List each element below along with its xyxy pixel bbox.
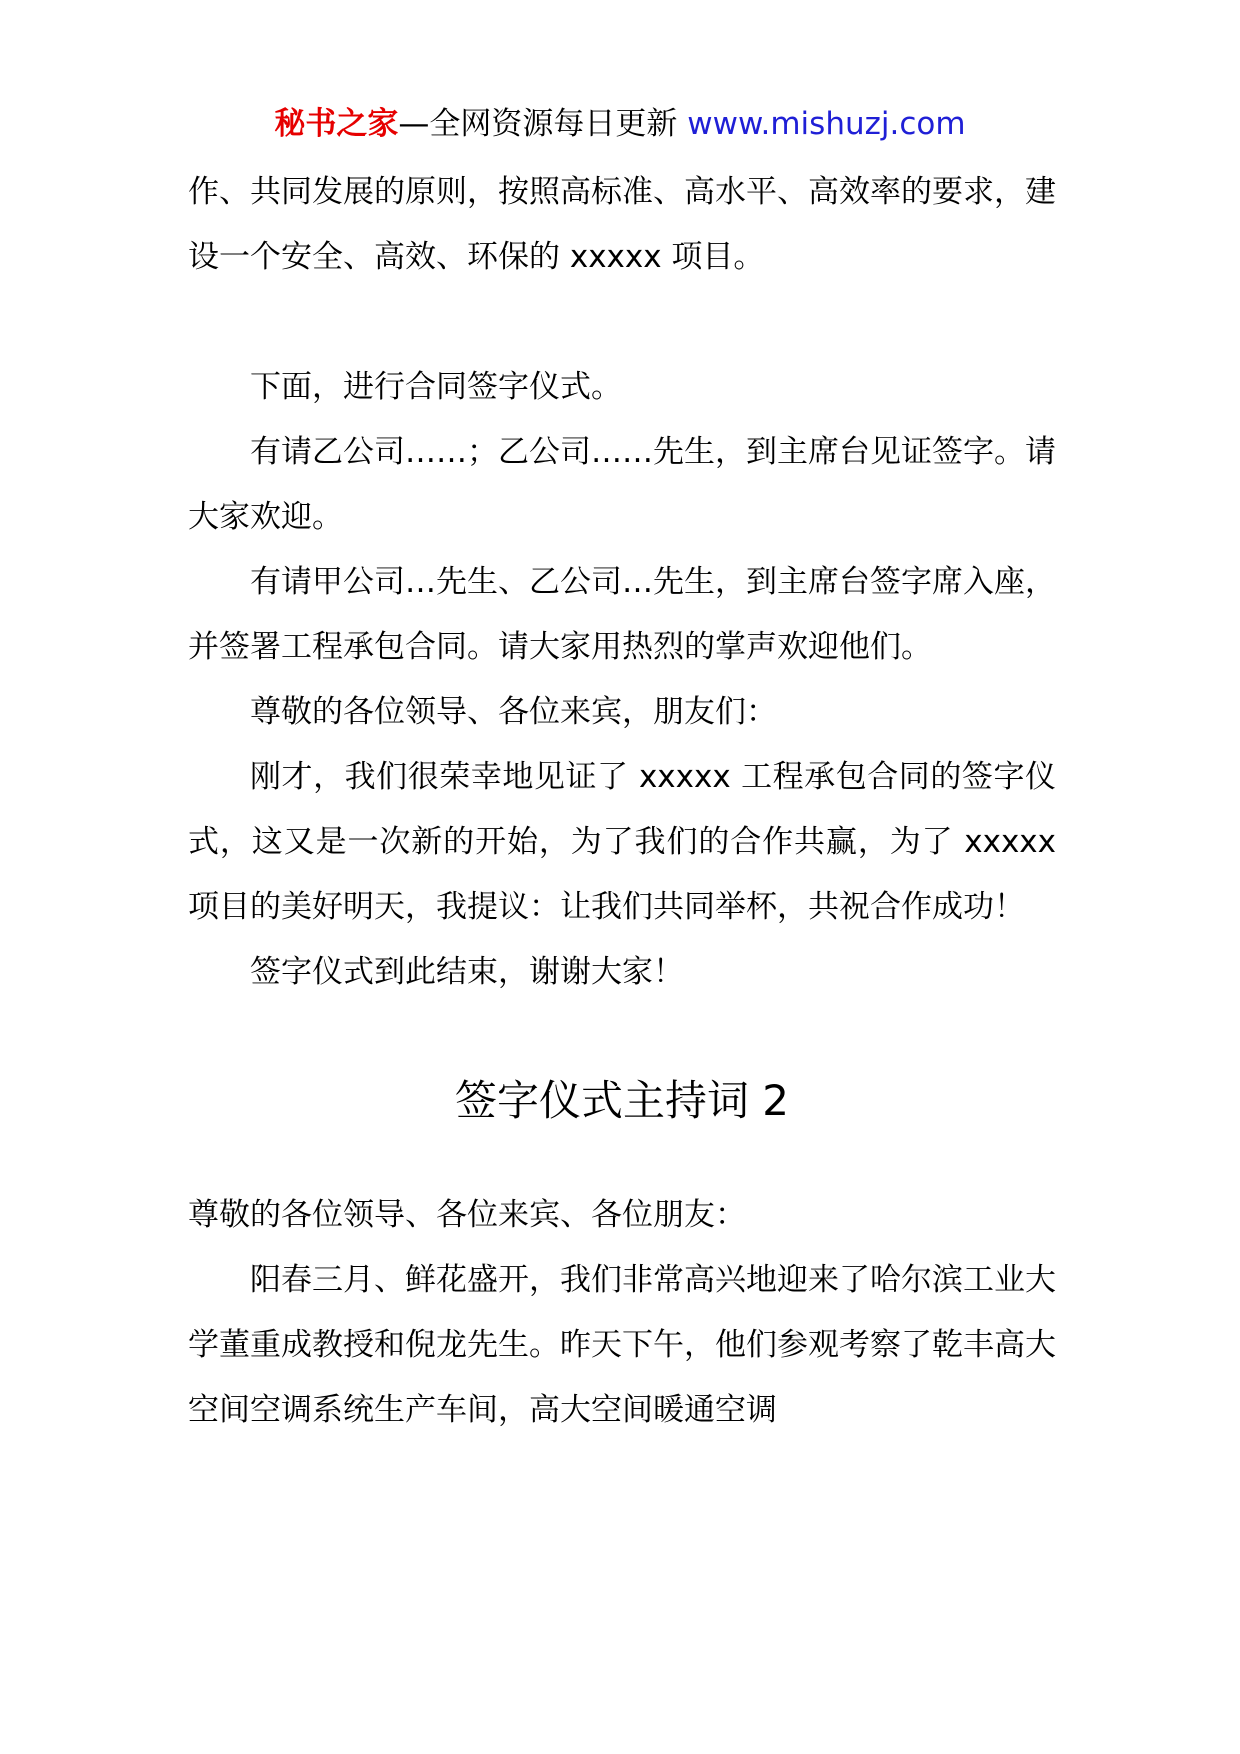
page-header: [0, 102, 1240, 146]
section-title: 签字仪式主持词 2: [454, 1076, 790, 1125]
brand-name: 秘书之家: [274, 106, 399, 142]
section-title-wrap: [188, 1071, 1056, 1131]
header-tagline: —全网资源每日更新: [398, 106, 688, 142]
paragraph-witness: 刚才，我们很荣幸地见证了 xxxxx 工程承包合同的签字仪式，这又是一次新的开始，为了我们的合作共赢，为了 xxxxx 项目的美好明天，我提议：让我们共同举杯，共祝合作成功！: [188, 759, 1056, 925]
paragraph-greeting: 尊敬的各位领导、各位来宾，朋友们：: [250, 694, 777, 730]
paragraph-ceremony: 下面，进行合同签字仪式。: [250, 369, 622, 405]
paragraph-intro: 阳春三月、鲜花盛开，我们非常高兴地迎来了哈尔滨工业大学董重成教授和倪龙先生。昨天下午，他们参观考察了乾丰高大空间空调系统生产车间，高大空间暖通空调: [188, 1262, 1056, 1428]
paragraph-invite-both: 有请甲公司…先生、乙公司…先生，到主席台签字席入座，并签署工程承包合同。请大家用热烈的掌声欢迎他们。: [188, 564, 1056, 665]
document-body: [188, 160, 1056, 1443]
paragraph-end: 签字仪式到此结束，谢谢大家！: [250, 954, 684, 990]
website-link[interactable]: www.mishuzj.com: [687, 106, 966, 142]
paragraph-greeting-2: 尊敬的各位领导、各位来宾、各位朋友：: [188, 1197, 746, 1233]
paragraph-invite-b: 有请乙公司……；乙公司……先生，到主席台见证签字。请大家欢迎。: [188, 434, 1056, 535]
paragraph-continued: 作、共同发展的原则，按照高标准、高水平、高效率的要求，建设一个安全、高效、环保的 xxxxx 项目。: [188, 174, 1056, 275]
